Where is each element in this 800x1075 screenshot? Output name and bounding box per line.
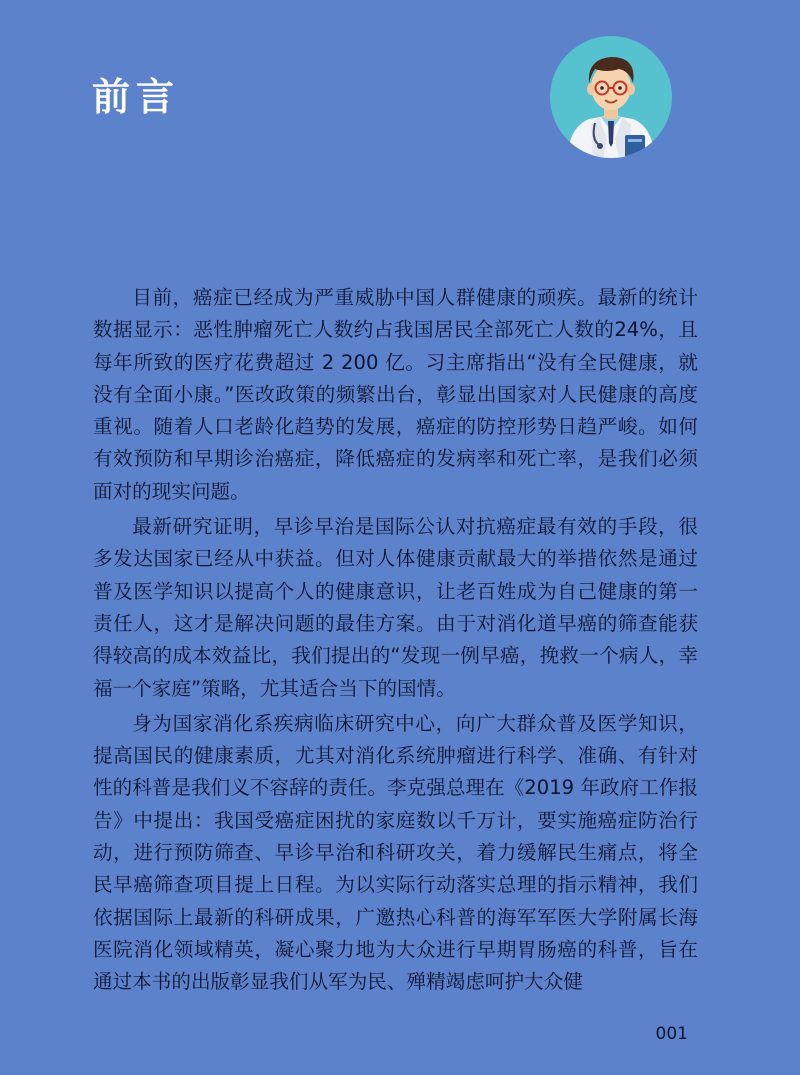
doctor-avatar-icon [549,35,673,159]
paragraph: 身为国家消化系疾病临床研究中心，向广大群众普及医学知识，提高国民的健康素质，尤其对消化系统肿瘤进行科学、准确、有针对性的科普是我们义不容辞的责任。李克强总理在《2019 年政府工作报告》中提出：我国受癌症困扰的家庭数以千万计，要实施癌症防治行动，进行预防筛查、早诊早治和科研攻关，着力缓解民生痛点，将全民早癌筛查项目提上日程。为以实际行动落实总理的指示精神，我们依据国际上最新的科研成果，广邀热心科普的海军军医大学附属长海医院消化领域精英，凝心聚力地为大众进行早期胃肠癌的科普，旨在通过本书的出版彰显我们从军为民、殚精竭虑呵护大众健 [93,711,698,994]
paragraph: 最新研究证明，早诊早治是国际公认对抗癌症最有效的手段，很多发达国家已经从中获益。但对人体健康贡献最大的举措依然是通过普及医学知识以提高个人的健康意识，让老百姓成为自己健康的第一责任人，这才是解决问题的最佳方案。由于对消化道早癌的筛查能获得较高的成本效益比，我们提出的“发现一例早癌，挽救一个病人，幸福一个家庭”策略，尤其适合当下的国情。 [93,515,698,700]
page-title: 前言 [92,75,181,119]
paragraph: 目前，癌症已经成为严重威胁中国人群健康的顽疾。最新的统计数据显示：恶性肿瘤死亡人数约占我国居民全部死亡人数的24%，且每年所致的医疗花费超过 2 200 亿。习主席指出“没有全民健康，就没有全面小康。”医改政策的频繁出台，彰显出国家对人民健康的高度重视。随着人口老龄化趋势的发展，癌症的防控形势日趋严峻。如何有效预防和早期诊治癌症，降低癌症的发病率和死亡率，是我们必须面对的现实问题。 [93,286,698,503]
page-number: 001 [655,1024,688,1044]
preface-body [93,282,698,1002]
